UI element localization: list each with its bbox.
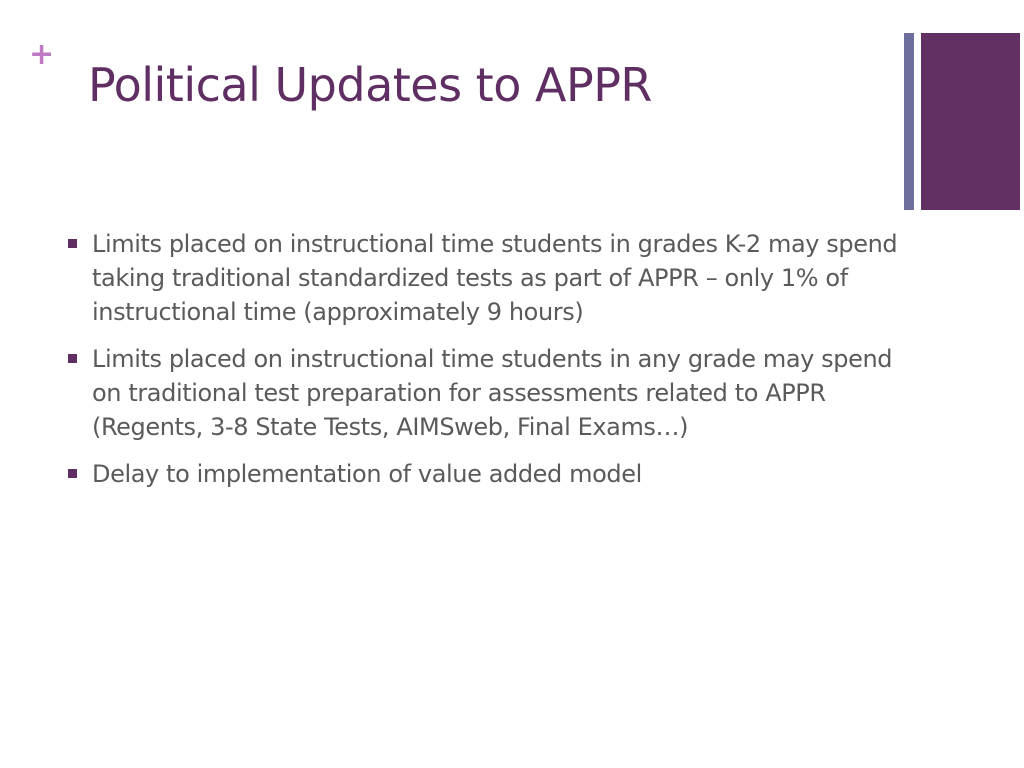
decorative-bar-thin [904,33,914,210]
square-bullet-icon [68,239,77,248]
decorative-bar-thick [921,33,1020,210]
square-bullet-icon [68,354,77,363]
bullet-list [68,227,898,504]
bullet-text: Delay to implementation of value added model [92,460,642,488]
bullet-item [68,227,898,329]
bullet-text: Limits placed on instructional time students in any grade may spend on traditional test preparation for assessments related to APPR (Regents, 3-8 State Tests, AIMSweb, Final Exams…) [92,345,893,441]
bullet-item [68,342,898,444]
plus-icon: + [29,37,55,72]
square-bullet-icon [68,469,77,478]
bullet-text: Limits placed on instructional time students in grades K-2 may spend taking traditional standardized tests as part of APPR – only 1% of instructional time (approximately 9 hours) [92,230,898,326]
bullet-item [68,457,898,491]
slide-title: Political Updates to APPR [88,58,652,112]
